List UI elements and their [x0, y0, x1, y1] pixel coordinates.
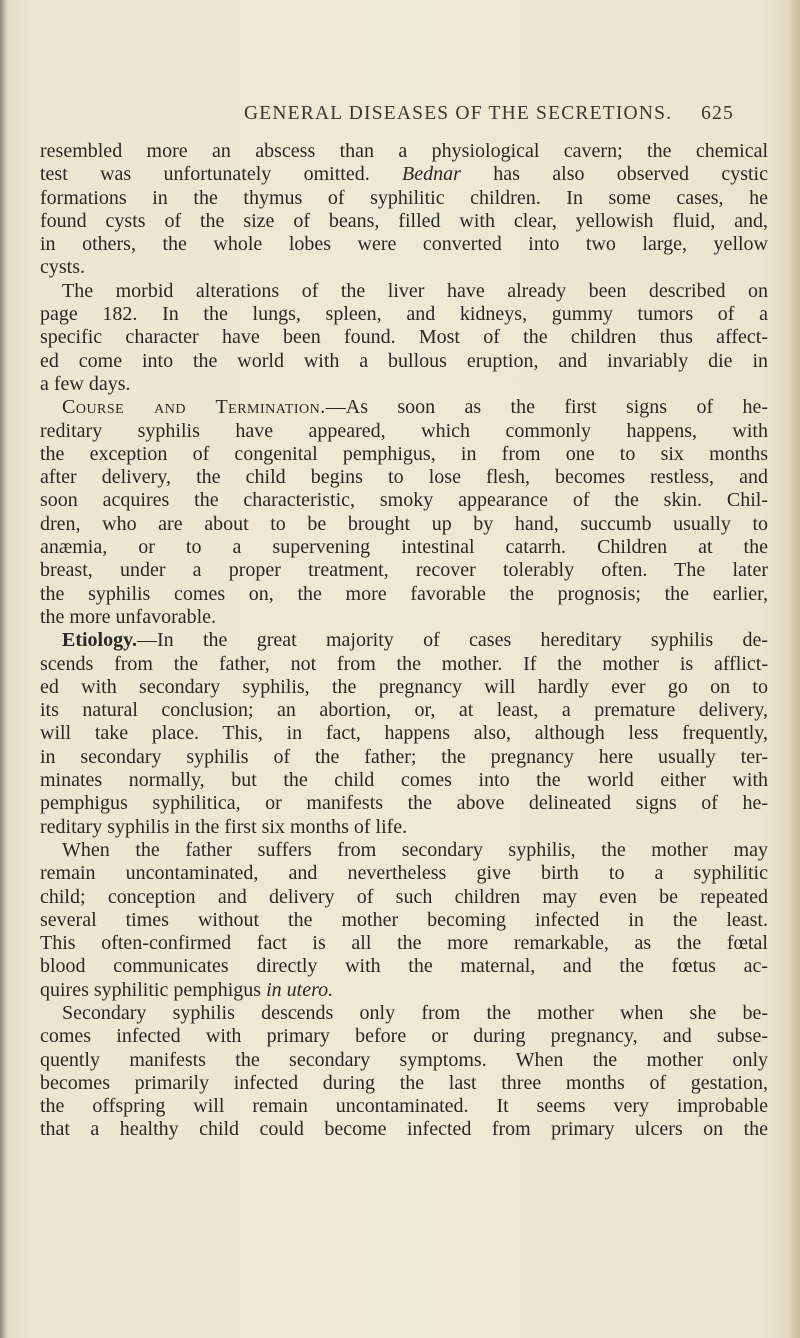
body-text — [40, 140, 768, 1142]
binding-shadow — [0, 0, 8, 1338]
section-heading: Etiology. — [62, 629, 138, 652]
text-line: several times without the mother becoming infected in the least. — [40, 908, 768, 931]
text-line: resembled more an abscess than a physiological cavern; the chemical — [40, 140, 768, 162]
text-line: breast, under a proper treatment, recover tolerably often. The later — [40, 559, 768, 582]
text-line: ed come into the world with a bullous eruption, and invariably die in — [40, 349, 768, 372]
text-line: reditary syphilis in the first six months of life. — [40, 815, 408, 838]
text-line: formations in the thymus of syphilitic children. In some cases, he — [40, 186, 768, 209]
text-line: will take place. This, in fact, happens also, although less frequently, — [40, 722, 768, 745]
text-line: that a healthy child could become infected from primary ulcers on the — [40, 1118, 768, 1141]
text-line: the exception of congenital pemphigus, in from one to six months — [40, 442, 768, 465]
text-line: specific character have been found. Most of the children thus affect- — [40, 326, 768, 349]
running-title: GENERAL DISEASES OF THE SECRETIONS. — [244, 103, 673, 124]
text-line: in secondary syphilis of the father; the pregnancy here usually ter- — [40, 745, 768, 768]
latin-phrase: in utero. — [266, 978, 334, 1001]
text-line: after delivery, the child begins to lose flesh, becomes restless, and — [40, 466, 768, 489]
text-line: cysts. — [40, 256, 85, 279]
text-line: remain uncontaminated, and nevertheless give birth to a syphilitic — [40, 862, 768, 885]
text-line: in others, the whole lobes were converted into two large, yellow — [40, 233, 768, 256]
text-line: The morbid alterations of the liver have already been described on — [62, 279, 768, 302]
text-line: the offspring will remain uncontaminated. It seems very improbable — [40, 1095, 768, 1118]
text-line: test was unfortunately omitted. Bednar has also observed cystic — [40, 163, 768, 186]
running-header — [244, 103, 734, 129]
text-line: reditary syphilis have appeared, which commonly happens, with — [40, 419, 768, 442]
text-line: blood communicates directly with the maternal, and the fœtus ac- — [40, 955, 768, 978]
text-line: quently manifests the secondary symptoms. When the mother only — [40, 1048, 768, 1071]
section-heading: Course and Termination. — [62, 396, 326, 419]
text-line: Course and Termination.—As soon as the first signs of he- — [62, 396, 769, 419]
text-line: found cysts of the size of beans, filled with clear, yellowish fluid, and, — [40, 209, 768, 232]
text-line: soon acquires the characteristic, smoky appearance of the skin. Chil- — [40, 489, 768, 512]
text-line: This often-confirmed fact is all the more remarkable, as the fœtal — [40, 932, 768, 955]
text-line: Secondary syphilis descends only from the mother when she be- — [62, 1001, 768, 1024]
text-line: a few days. — [40, 372, 131, 395]
author-name: Bednar — [402, 163, 461, 186]
text-line: scends from the father, not from the mother. If the mother is afflict- — [40, 652, 768, 675]
text-line: the syphilis comes on, the more favorable the prognosis; the earlier, — [40, 582, 768, 605]
text-line: quires syphilitic pemphigus in utero. — [40, 978, 334, 1001]
text-line: its natural conclusion; an abortion, or, at least, a premature delivery, — [40, 699, 768, 722]
text-line: comes infected with primary before or during pregnancy, and subse- — [40, 1025, 768, 1048]
text-line: pemphigus syphilitica, or manifests the above delineated signs of he- — [40, 792, 768, 815]
text-line: becomes primarily infected during the last three months of gestation, — [40, 1071, 768, 1094]
text-line: minates normally, but the child comes into the world either with — [40, 769, 768, 792]
text-line: ed with secondary syphilis, the pregnancy will hardly ever go on to — [40, 675, 768, 698]
text-line: the more unfavorable. — [40, 605, 217, 628]
text-line: dren, who are about to be brought up by hand, succumb usually to — [40, 512, 768, 535]
text-line: Etiology.—In the great majority of cases hereditary syphilis de- — [62, 629, 768, 652]
text-line: child; conception and delivery of such children may even be repeated — [40, 885, 768, 908]
text-line: anæmia, or to a supervening intestinal catarrh. Children at the — [40, 536, 768, 559]
page-number: 625 — [701, 103, 734, 124]
text-line: When the father suffers from secondary syphilis, the mother may — [62, 838, 768, 861]
page-edge — [788, 0, 800, 1338]
text-line: page 182. In the lungs, spleen, and kidneys, gummy tumors of a — [40, 303, 768, 326]
